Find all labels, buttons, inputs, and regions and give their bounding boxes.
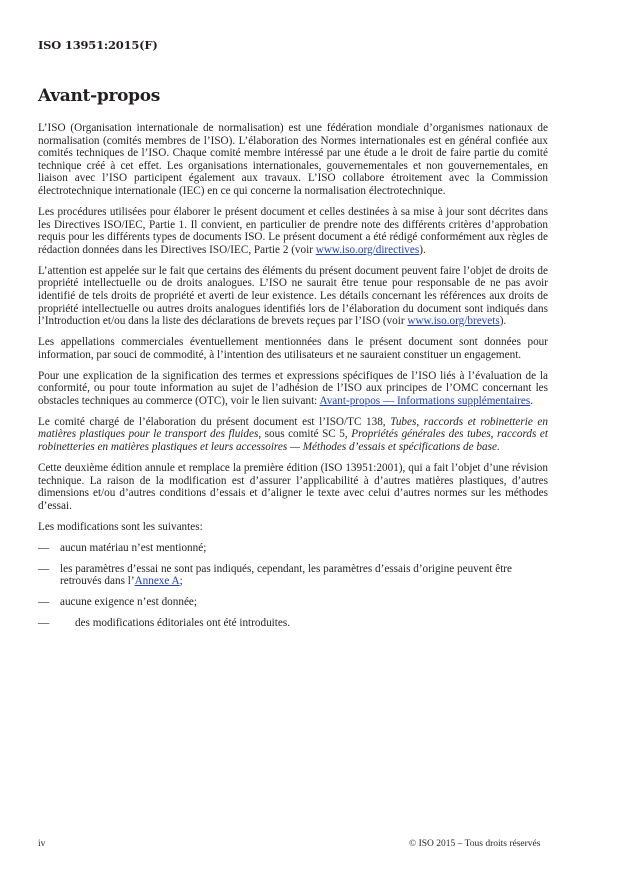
modifications-list <box>38 542 548 630</box>
list-item-text-end: ; <box>179 575 183 588</box>
dash-bullet: — <box>38 562 50 575</box>
list-item <box>38 563 548 588</box>
list-item-text-part: les paramètres d’essai ne sont pas indiqués, cependant, les paramètres d’essais d’origine peuvent être retrouvés dans l’ <box>60 562 513 588</box>
page-title: Avant-propos <box>38 86 161 106</box>
paragraph-text: , sous comité SC 5, <box>258 428 352 441</box>
paragraph-text: Les procédures utilisées pour élaborer le présent document et celles destinées à sa mise à jour sont décrites dans les Directives ISO/IEC, Partie 1. Il convient, en particulier de prendre note des différents critères d’approbation requis pour les différents types de documents ISO. Le présent document a été rédigé conformément aux règles de rédaction données dans les Directives ISO/IEC, Partie 2 (voir <box>38 205 548 256</box>
paragraph-text-end: . <box>530 394 534 407</box>
paragraph-iso-intro: L’ISO (Organisation internationale de normalisation) est une fédération mondiale d’organismes nationaux de normalisation (comités membres de l’ISO). L’élaboration des Normes internationales est en général confiée aux comités techniques de l’ISO. Chaque comité membre intéressé par une étude a le droit de faire partie du comité technique créé à cet effet. Les organisations internationales, gouvernementales et non gouvernementales, en liaison avec l’ISO participent également aux travaux. L’ISO collabore étroitement avec la Commission électrotechnique internationale (IEC) en ce qui concerne la normalisation électrotechnique. <box>38 122 548 197</box>
list-item <box>38 542 548 555</box>
paragraph-conformity <box>38 370 548 408</box>
paragraph-text-end: ). <box>419 243 426 256</box>
page-number: iv <box>38 839 46 849</box>
copyright-notice: © ISO 2015 – Tous droits réservés <box>409 839 541 849</box>
list-item <box>38 617 548 630</box>
dash-bullet: — <box>38 541 50 554</box>
list-item-text: aucun matériau n’est mentionné; <box>60 541 207 554</box>
paragraph-modifications-intro: Les modifications sont les suivantes: <box>38 520 203 533</box>
foreword-body <box>38 122 548 638</box>
paragraph-text-end: . <box>496 441 500 454</box>
paragraph-procedures <box>38 206 548 256</box>
list-item-text: aucune exigence n’est donnée; <box>60 596 197 609</box>
paragraph-trade-names: Les appellations commerciales éventuellement mentionnées dans le présent document sont données pour information, par souci de commodité, à l’intention des utilisateurs et ne sauraient constituer un engagement. <box>38 336 548 361</box>
paragraph-text: Pour une explication de la signification des termes et expressions spécifiques de l’ISO liés à l’évaluation de la conformité, ou pour toute information au sujet de l’adhésion de l’ISO aux principes de l’OMC concernant les obstacles techniques au commerce (OTC), voir le lien suivant: <box>38 369 548 407</box>
paragraph-edition: Cette deuxième édition annule et remplace la première édition (ISO 13951:2001), qui a fait l’objet d’une révision technique. La raison de la modification est d’assurer l’applicabilité à d’autres matières plastiques, d’autres dimensions et/ou d’autres conditions d’essais et d’aligner le texte avec celui d’autres normes sur les méthodes d’essai. <box>38 462 548 512</box>
link-iso-brevets[interactable]: www.iso.org/brevets <box>407 315 500 328</box>
paragraph-text: Le comité chargé de l’élaboration du présent document est l’ISO/TC 138, <box>38 415 391 428</box>
committee-title: Tubes, raccords et robinetterie en matières plastiques pour le transport des fluides <box>38 415 548 441</box>
link-iso-directives[interactable]: www.iso.org/directives <box>315 243 420 256</box>
link-annexe-a[interactable]: Annexe A <box>134 575 180 588</box>
list-item <box>38 596 548 609</box>
dash-bullet: — <box>38 596 50 609</box>
paragraph-text: L’attention est appelée sur le fait que certains des éléments du présent document peuvent faire l’objet de droits de propriété intellectuelle ou de droits analogues. L’ISO ne saurait être tenue pour responsable de ne pas avoir identifié de tels droits de propriété et averti de leur existence. Les détails concernant les références aux droits de propriété intellectuelle ou autres droits analogues identifiés lors de l’élaboration du document sont indiqués dans l’Introduction et/ou dans la liste des déclarations de brevets reçues par l’ISO (voir <box>38 264 548 328</box>
paragraph-text-end: ). <box>499 315 507 328</box>
list-item-text <box>60 563 512 588</box>
dash-bullet: — <box>38 617 50 630</box>
link-foreword-info[interactable]: Avant-propos — Informations supplémentaires <box>319 394 531 407</box>
paragraph-patents <box>38 265 548 328</box>
paragraph-committee <box>38 416 548 454</box>
list-item-text: des modifications éditoriales ont été introduites. <box>75 617 290 630</box>
document-id: ISO 13951:2015(F) <box>38 38 158 52</box>
subcommittee-title: Propriétés générales des tubes, raccords et robinetteries en matières plastiques et leurs accessoires — Méthodes d’essais et spécifications de base <box>38 428 548 454</box>
